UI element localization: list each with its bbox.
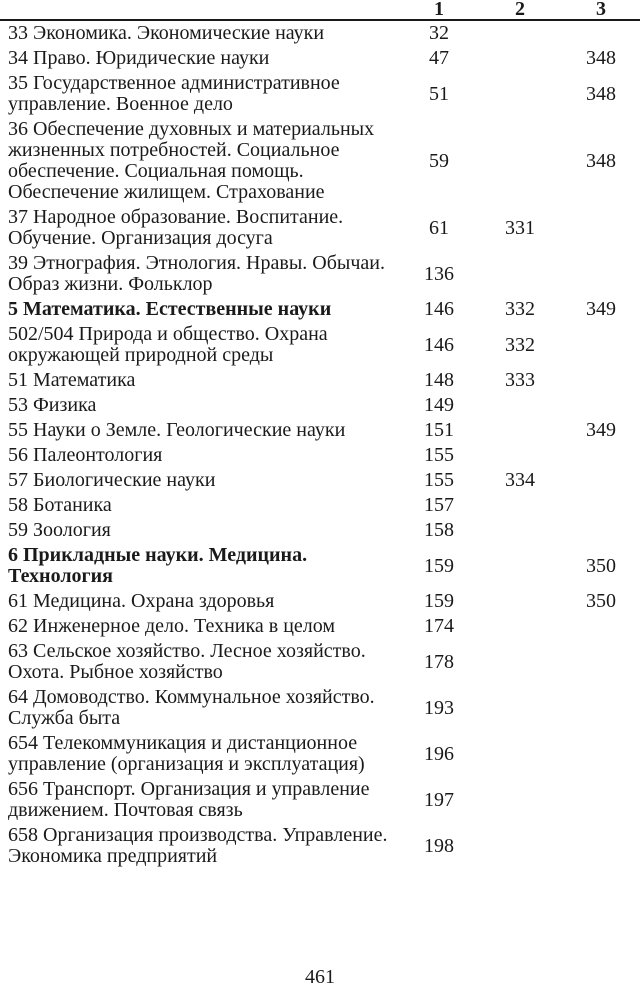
row-label: 62 Инженерное дело. Техника в целом [8,615,336,637]
row-col1-value: 47 [429,47,449,69]
column-header-2: 2 [515,0,525,20]
row-label: 654 Телекоммуникация и дистанционное управление (организация и эксплуатация) [8,732,365,775]
row-label: 64 Домоводство. Коммунальное хозяйство. Служба быта [8,686,375,729]
row-col3-value [562,205,640,251]
row-col2-value [478,493,562,518]
table-row [0,297,640,322]
row-label: 56 Палеонтология [8,444,163,466]
row-col3-value: 350 [586,554,616,577]
row-col3-value: 349 [586,419,616,441]
table-row [0,368,640,393]
row-col3-value [562,639,640,685]
row-col3-value [562,493,640,518]
row-col3-value: 348 [586,149,616,172]
row-col1-value: 196 [424,742,454,765]
row-label: 37 Народное образование. Воспитание. Обучение. Организация досуга [8,206,344,249]
row-col1-value: 155 [424,469,454,491]
row-col3-value: 348 [586,47,616,69]
row-label: 35 Государственное административное управление. Военное дело [8,72,340,115]
row-col3-value [562,368,640,393]
row-col1-value: 158 [424,519,454,541]
row-col3-value [562,614,640,639]
row-col1-value: 159 [424,590,454,612]
row-col2-value [478,46,562,71]
row-col2-value [478,393,562,418]
row-col2-value: 332 [505,333,535,356]
table-row [0,589,640,614]
row-label: 55 Науки о Земле. Геологические науки [8,419,346,441]
row-col2-value [478,639,562,685]
table-row [0,823,640,869]
row-col1-value: 149 [424,394,454,416]
row-label: 502/504 Природа и общество. Охрана окружающей природной среды [8,323,328,366]
row-col3-value [562,823,640,869]
row-label: 5 Математика. Естественные науки [8,298,332,320]
row-col3-value: 349 [586,298,616,320]
row-col2-value [478,777,562,823]
table-row [0,71,640,117]
row-label: 63 Сельское хозяйство. Лесное хозяйство. Охота. Рыбное хозяйство [8,640,366,683]
row-col2-value [478,518,562,543]
row-label: 57 Биологические науки [8,469,216,491]
row-col2-value: 332 [505,298,535,320]
row-col1-value: 146 [424,333,454,356]
table-row [0,639,640,685]
table-row [0,685,640,731]
table-row [0,518,640,543]
row-col1-value: 197 [424,788,454,811]
row-col1-value: 198 [424,834,454,857]
column-header-1: 1 [434,0,444,20]
row-col3-value [562,685,640,731]
row-col2-value [478,589,562,614]
row-label: 61 Медицина. Охрана здоровья [8,590,275,612]
row-col3-value [562,322,640,368]
row-col1-value: 178 [424,650,454,673]
row-col2-value: 333 [505,369,535,391]
header-spacer [0,0,400,20]
row-label: 53 Физика [8,394,97,416]
row-col2-value: 331 [505,216,535,239]
row-col2-value [478,443,562,468]
row-col2-value [478,543,562,589]
table-row [0,393,640,418]
row-col2-value [478,117,562,205]
table-row [0,468,640,493]
table-row [0,322,640,368]
row-col1-value: 155 [424,444,454,466]
row-col1-value: 61 [429,216,449,239]
table-row [0,20,640,46]
row-col1-value: 193 [424,696,454,719]
table-row [0,493,640,518]
row-col1-value: 146 [424,298,454,320]
row-label: 658 Организация производства. Управление. Экономика предприятий [8,824,388,867]
table-row [0,543,640,589]
row-col3-value [562,20,640,46]
row-label: 51 Математика [8,369,136,391]
row-label: 34 Право. Юридические науки [8,47,270,69]
row-col3-value [562,777,640,823]
row-col2-value [478,20,562,46]
row-col2-value: 334 [505,469,535,491]
table-row [0,777,640,823]
header-row [0,0,640,20]
row-col3-value [562,393,640,418]
table-row [0,614,640,639]
row-col1-value: 157 [424,494,454,516]
row-col2-value [478,823,562,869]
row-label: 39 Этнография. Этнология. Нравы. Обычаи. Образ жизни. Фольклор [8,252,385,295]
row-col3-value [562,443,640,468]
table-header [0,0,640,20]
row-col2-value [478,614,562,639]
table-row [0,251,640,297]
row-col1-value: 159 [424,554,454,577]
row-col3-value [562,251,640,297]
table-row [0,205,640,251]
row-label: 656 Транспорт. Организация и управление движением. Почтовая связь [8,778,370,821]
row-col1-value: 174 [424,615,454,637]
row-col2-value [478,418,562,443]
page-number: 461 [305,966,335,988]
row-label: 33 Экономика. Экономические науки [8,22,325,44]
row-col1-value: 59 [429,149,449,172]
row-col1-value: 32 [429,22,449,44]
table-row [0,731,640,777]
table-body [0,20,640,869]
row-label: 36 Обеспечение духовных и материальных жизненных потребностей. Социальное обеспечение. Социальная помощь. Обеспечение жилищем. Страхование [8,118,375,203]
row-label: 6 Прикладные науки. Медицина. Технология [8,544,308,587]
row-col3-value [562,468,640,493]
row-col3-value [562,731,640,777]
row-col1-value: 51 [429,82,449,105]
table-row [0,46,640,71]
table-row [0,443,640,468]
column-header-3: 3 [596,0,606,20]
row-label: 58 Ботаника [8,494,112,516]
row-col3-value [562,518,640,543]
table-row [0,117,640,205]
row-col1-value: 151 [424,419,454,441]
row-col2-value [478,731,562,777]
row-col2-value [478,251,562,297]
row-col2-value [478,685,562,731]
row-col1-value: 136 [424,262,454,285]
row-col3-value: 348 [586,82,616,105]
row-col1-value: 148 [424,369,454,391]
row-col2-value [478,71,562,117]
row-col3-value: 350 [586,590,616,612]
row-label: 59 Зоология [8,519,111,541]
table-row [0,418,640,443]
